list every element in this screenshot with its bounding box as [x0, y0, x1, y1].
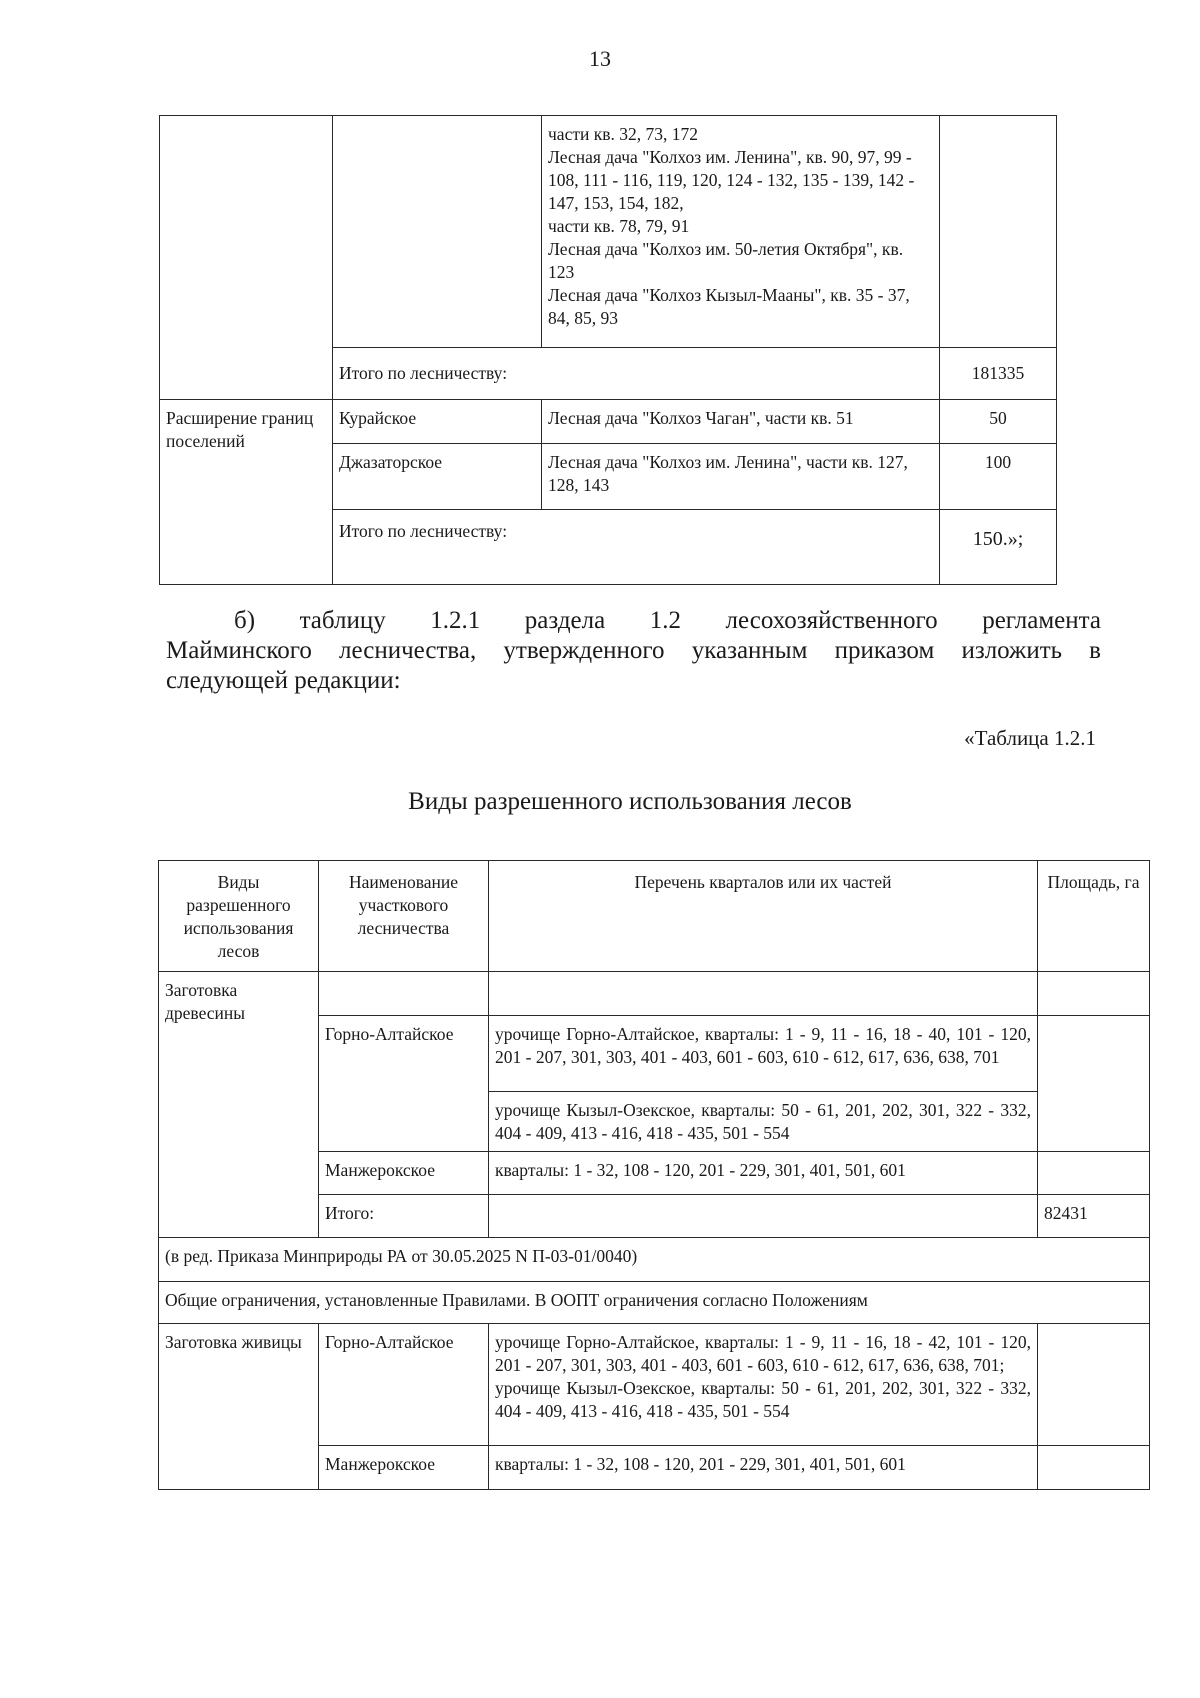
table-cell — [160, 116, 333, 348]
forestry-name: Горно-Алтайское — [319, 1016, 489, 1152]
table-cell — [319, 972, 489, 1016]
table-cell — [489, 1195, 1038, 1238]
forest-parts: урочище Горно-Алтайское, кварталы: 1 - 9, 11 - 16, 18 - 40, 101 - 120, 201 - 207, 301, 303, 401 - 403, 601 - 603, 610 - 612, 617, 636, 638, 701 — [489, 1016, 1038, 1092]
forest-parts: урочище Кызыл-Озекское, кварталы: 50 - 61, 201, 202, 301, 322 - 332, 404 - 409, 413 - 416, 418 - 435, 501 - 554 — [489, 1092, 1038, 1152]
table-row — [159, 1238, 1150, 1282]
forestry-name: Джазаторское — [333, 444, 542, 510]
forestry-name: Горно-Алтайское — [319, 1324, 489, 1446]
forestry-name: Манжерокское — [319, 1446, 489, 1490]
table-cell — [1038, 1446, 1150, 1490]
forestry-name: Курайское — [333, 400, 542, 444]
total-label: Итого по лесничеству: — [333, 348, 940, 400]
total-value: 150.»; — [940, 510, 1057, 585]
table-row — [160, 348, 1057, 400]
edition-note: (в ред. Приказа Минприроды РА от 30.05.2025 N П-03-01/0040) — [159, 1238, 1150, 1282]
column-header: Наименование участкового лесничества — [319, 861, 489, 972]
table-row — [159, 1282, 1150, 1324]
table-cell — [333, 116, 542, 348]
table-header-row — [159, 861, 1150, 972]
table-title: Виды разрешенного использования лесов — [408, 788, 852, 815]
column-header: Виды разрешенного использования лесов — [159, 861, 319, 972]
table-cell — [160, 348, 333, 400]
table-caption: «Таблица 1.2.1 — [964, 726, 1096, 750]
category-cell: Заготовка древесины — [159, 972, 319, 1238]
forest-parts: кварталы: 1 - 32, 108 - 120, 201 - 229, 301, 401, 501, 601 — [489, 1152, 1038, 1195]
column-header: Перечень кварталов или их частей — [489, 861, 1038, 972]
total-label: Итого по лесничеству: — [333, 510, 940, 585]
total-value: 82431 — [1038, 1195, 1150, 1238]
category-cell: Расширение границ поселений — [160, 400, 333, 585]
restrictions-note: Общие ограничения, установленные Правилами. В ООПТ ограничения согласно Положениям — [159, 1282, 1150, 1324]
forest-parts: урочище Горно-Алтайское, кварталы: 1 - 9, 11 - 16, 18 - 42, 101 - 120, 201 - 207, 301, 303, 401 - 403, 601 - 603, 610 - 612, 617, 636, 638, 701; урочище Кызыл-Озекское, кварталы: 50 - 61, 201, 202, 301, 322 - 332, 404 - 409, 413 - 416, 418 - 435, 501 - 554 — [489, 1324, 1038, 1446]
table-cell — [940, 116, 1057, 348]
allowed-forest-use-table — [158, 860, 1150, 1490]
table-cell — [1038, 1152, 1150, 1195]
total-label: Итого: — [319, 1195, 489, 1238]
forest-parts-cell: части кв. 32, 73, 172 Лесная дача "Колхоз им. Ленина", кв. 90, 97, 99 - 108, 111 - 116, 119, 120, 124 - 132, 135 - 139, 142 - 147, 153, 154, 182, части кв. 78, 79, 91 Лесная дача "Колхоз им. 50-летия Октября", кв. 123 Лесная дача "Колхоз Кызыл-Мааны", кв. 35 - 37, 84, 85, 93 — [542, 116, 940, 348]
forest-parts: кварталы: 1 - 32, 108 - 120, 201 - 229, 301, 401, 501, 601 — [489, 1446, 1038, 1490]
table-row — [160, 400, 1057, 444]
instruction-paragraph — [166, 606, 1101, 696]
table-row — [159, 1324, 1150, 1446]
table-cell — [1038, 1016, 1150, 1152]
forest-use-table-continuation — [159, 115, 1057, 585]
table-cell — [1038, 1324, 1150, 1446]
table-row — [160, 116, 1057, 348]
category-cell: Заготовка живицы — [159, 1324, 319, 1490]
page-number: 13 — [589, 46, 611, 71]
table-cell — [489, 972, 1038, 1016]
paragraph-rest: Майминского лесничества, утвержденного указанным приказом изложить в следующей редакции: — [166, 637, 1101, 694]
forest-parts: Лесная дача "Колхоз Чаган", части кв. 51 — [542, 400, 940, 444]
column-header: Площадь, га — [1038, 861, 1150, 972]
table-cell — [1038, 972, 1150, 1016]
area-value: 50 — [940, 400, 1057, 444]
forest-parts: Лесная дача "Колхоз им. Ленина", части кв. 127, 128, 143 — [542, 444, 940, 510]
table-row — [159, 972, 1150, 1016]
paragraph-first-line: б) таблицу 1.2.1 раздела 1.2 лесохозяйственного регламента — [234, 607, 1101, 634]
total-value: 181335 — [940, 348, 1057, 400]
forestry-name: Манжерокское — [319, 1152, 489, 1195]
area-value: 100 — [940, 444, 1057, 510]
